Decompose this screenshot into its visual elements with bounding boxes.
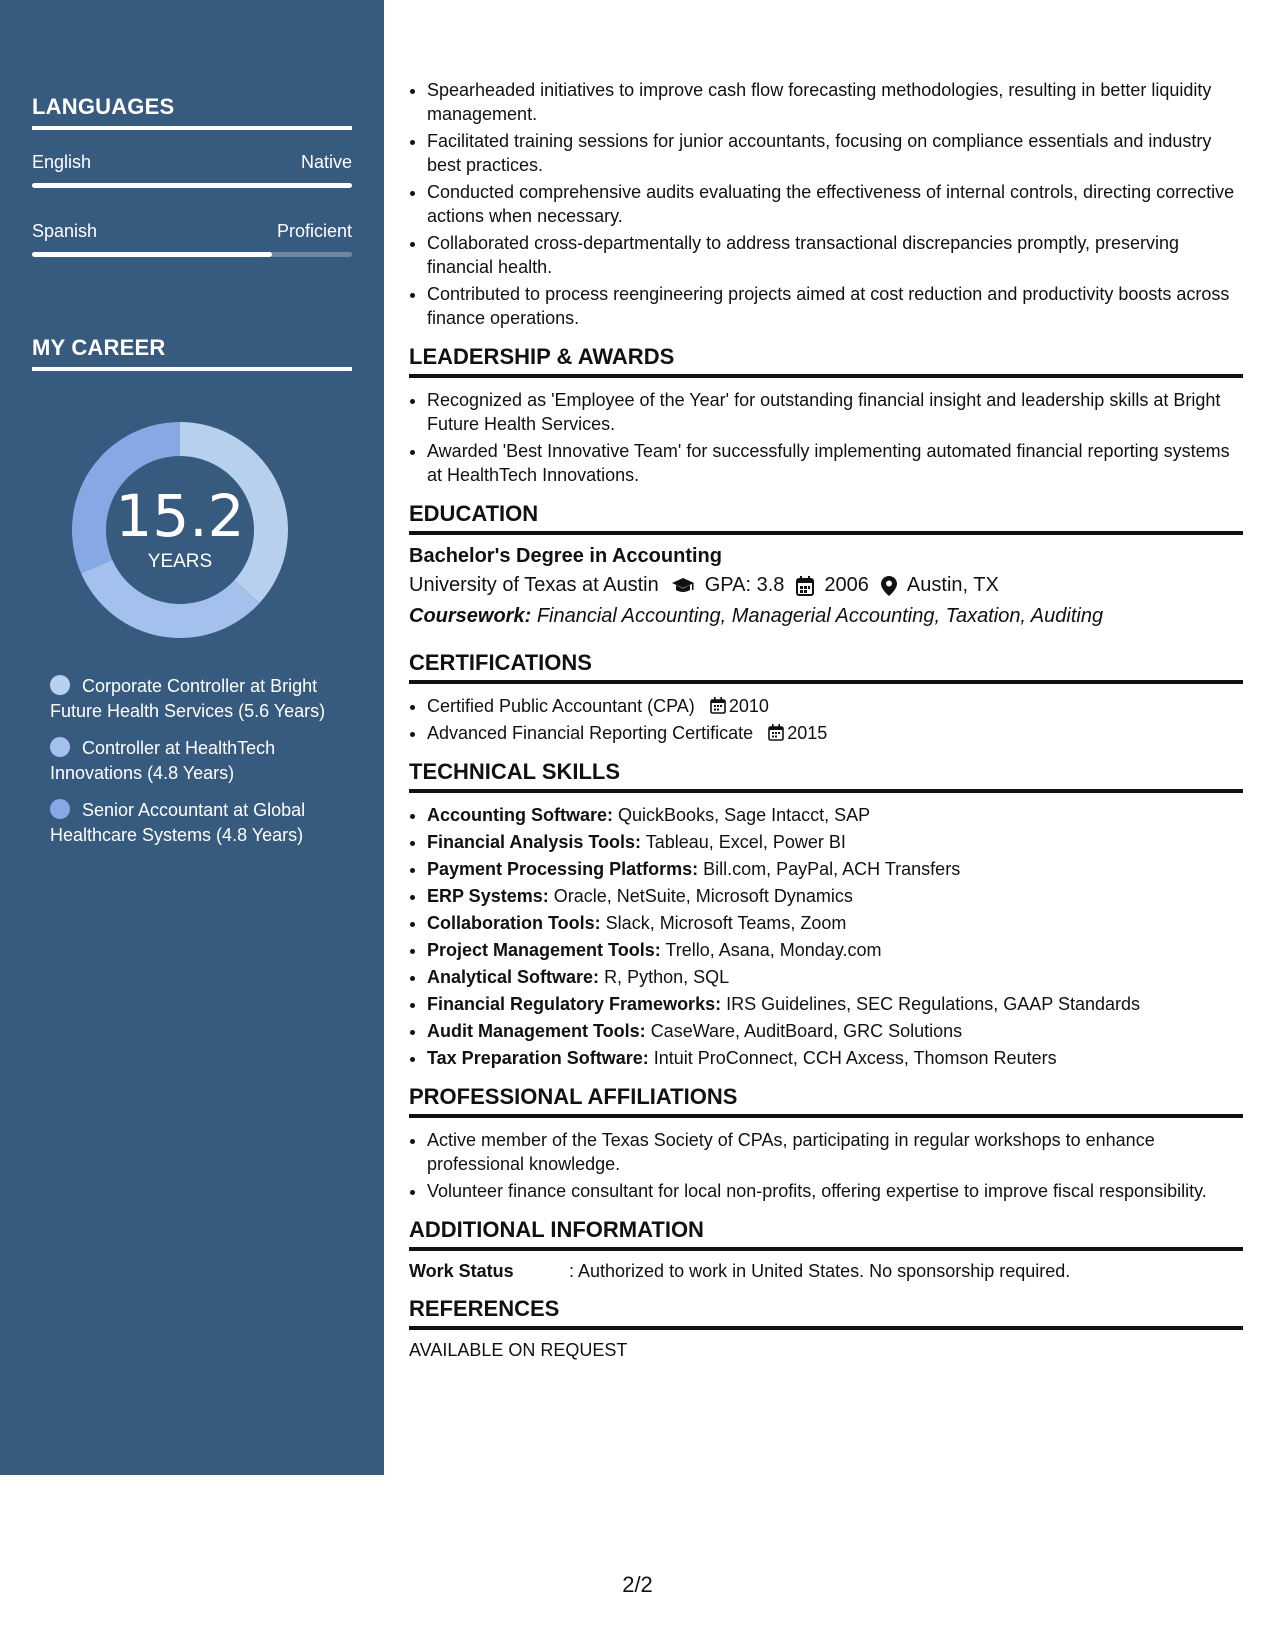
certification-year: 2010 — [728, 696, 769, 716]
skill-category: Audit Management Tools: — [427, 1021, 646, 1041]
language-level: Proficient — [276, 221, 352, 241]
languages-title: LANGUAGES — [32, 94, 352, 130]
affiliations-title: PROFESSIONAL AFFILIATIONS — [409, 1084, 1243, 1118]
list-item: • Conducted comprehensive audits evaluating the effectiveness of internal controls, directing corrective actions when necessary. — [427, 180, 1243, 228]
skill-category: Financial Analysis Tools: — [427, 832, 642, 852]
calendar-icon — [710, 697, 726, 714]
calendar-icon — [796, 576, 814, 596]
language-bar-fill — [32, 252, 272, 257]
education-location: Austin, TX — [906, 574, 999, 596]
work-status-row — [409, 1261, 1243, 1282]
list-item: • Recognized as 'Employee of the Year' for outstanding financial insight and leadership skills at Bright Future Health Services. — [427, 388, 1243, 436]
donut-center — [66, 416, 294, 644]
skill-category: Collaboration Tools: — [427, 913, 601, 933]
career-donut-chart — [66, 416, 294, 644]
list-item: • Spearheaded initiatives to improve cash flow forecasting methodologies, resulting in better liquidity management. — [427, 78, 1243, 126]
skill-value: QuickBooks, Sage Intacct, SAP — [618, 805, 871, 825]
skill-value: Trello, Asana, Monday.com — [665, 940, 882, 960]
sidebar — [0, 0, 384, 1475]
education-details — [409, 574, 1243, 597]
education-coursework — [409, 605, 1243, 628]
career-total-unit: YEARS — [147, 551, 213, 572]
skill-category: Analytical Software: — [427, 967, 600, 987]
experience-bullet-list — [409, 78, 1243, 330]
certification-year: 2015 — [787, 723, 828, 743]
language-bar-fill — [32, 183, 352, 188]
list-item — [427, 938, 1243, 962]
skill-category: Financial Regulatory Frameworks: — [427, 994, 722, 1014]
language-row-spanish — [32, 221, 352, 242]
legend-dot-icon — [50, 737, 70, 757]
list-item: • Volunteer finance consultant for local non-profits, offering expertise to improve fiscal responsibility. — [427, 1179, 1243, 1203]
language-row-english — [32, 152, 352, 173]
language-name: English — [32, 152, 92, 172]
skill-value: IRS Guidelines, SEC Regulations, GAAP Standards — [726, 994, 1140, 1014]
career-legend-item — [50, 736, 330, 786]
list-item — [427, 830, 1243, 854]
language-name: Spanish — [32, 221, 98, 241]
skill-category: ERP Systems: — [427, 886, 549, 906]
education-year: 2006 — [824, 574, 869, 596]
education-title: EDUCATION — [409, 501, 1243, 535]
career-title: MY CAREER — [32, 335, 352, 371]
calendar-icon — [768, 724, 784, 741]
list-item — [427, 803, 1243, 827]
education-gpa: GPA: 3.8 — [704, 574, 785, 596]
career-legend-label: Controller at HealthTech Innovations (4.8 Years) — [50, 738, 276, 783]
skill-category: Project Management Tools: — [427, 940, 661, 960]
skill-value: Bill.com, PayPal, ACH Transfers — [703, 859, 961, 879]
career-total-years: 15.2 — [115, 482, 245, 550]
list-item — [427, 884, 1243, 908]
additional-info-title: ADDITIONAL INFORMATION — [409, 1217, 1243, 1251]
graduation-cap-icon — [671, 577, 695, 595]
list-item: • Active member of the Texas Society of CPAs, participating in regular workshops to enhance professional knowledge. — [427, 1128, 1243, 1176]
references-title: REFERENCES — [409, 1296, 1243, 1330]
list-item: • Collaborated cross-departmentally to address transactional discrepancies promptly, preserving financial health. — [427, 231, 1243, 279]
list-item — [427, 965, 1243, 989]
skills-list — [409, 803, 1243, 1070]
coursework-label: Coursework: — [409, 605, 532, 627]
list-item: • Awarded 'Best Innovative Team' for successfully implementing automated financial reporting systems at HealthTech Innovations. — [427, 439, 1243, 487]
list-item — [427, 694, 1243, 718]
list-item: • Contributed to process reengineering projects aimed at cost reduction and productivity boosts across finance operations. — [427, 282, 1243, 330]
certifications-list — [409, 694, 1243, 745]
skill-value: Intuit ProConnect, CCH Axcess, Thomson Reuters — [653, 1048, 1057, 1068]
skill-value: R, Python, SQL — [604, 967, 730, 987]
certification-name: Certified Public Accountant (CPA) — [427, 696, 695, 716]
skill-value: Slack, Microsoft Teams, Zoom — [605, 913, 847, 933]
education-degree: Bachelor's Degree in Accounting — [409, 545, 722, 567]
career-legend-label: Senior Accountant at Global Healthcare Systems (4.8 Years) — [50, 800, 306, 845]
list-item — [427, 992, 1243, 1016]
work-status-value: : Authorized to work in United States. No sponsorship required. — [569, 1261, 1071, 1281]
location-pin-icon — [881, 576, 897, 596]
leadership-list — [409, 388, 1243, 487]
language-bar-spanish — [32, 252, 352, 257]
language-level: Native — [300, 152, 352, 172]
skill-value: Oracle, NetSuite, Microsoft Dynamics — [553, 886, 853, 906]
list-item — [427, 1046, 1243, 1070]
references-text: AVAILABLE ON REQUEST — [409, 1340, 628, 1360]
legend-dot-icon — [50, 799, 70, 819]
list-item — [427, 1019, 1243, 1043]
skill-category: Accounting Software: — [427, 805, 614, 825]
language-bar-english — [32, 183, 352, 188]
list-item: • Facilitated training sessions for junior accountants, focusing on compliance essentials and industry best practices. — [427, 129, 1243, 177]
skill-value: Tableau, Excel, Power BI — [645, 832, 846, 852]
career-legend-item — [50, 674, 330, 724]
affiliations-list — [409, 1128, 1243, 1203]
list-item — [427, 721, 1243, 745]
skill-category: Payment Processing Platforms: — [427, 859, 699, 879]
coursework-list: Financial Accounting, Managerial Accounting, Taxation, Auditing — [536, 605, 1104, 627]
main-content — [409, 78, 1243, 1361]
skills-title: TECHNICAL SKILLS — [409, 759, 1243, 793]
certifications-title: CERTIFICATIONS — [409, 650, 1243, 684]
skill-category: Tax Preparation Software: — [427, 1048, 649, 1068]
page-number: 2/2 — [622, 1572, 653, 1597]
legend-dot-icon — [50, 675, 70, 695]
skill-value: CaseWare, AuditBoard, GRC Solutions — [650, 1021, 963, 1041]
career-legend-label: Corporate Controller at Bright Future Health Services (5.6 Years) — [50, 676, 326, 721]
list-item — [427, 857, 1243, 881]
career-legend-item — [50, 798, 330, 848]
leadership-title: LEADERSHIP & AWARDS — [409, 344, 1243, 378]
certification-name: Advanced Financial Reporting Certificate — [427, 723, 754, 743]
career-legend — [50, 674, 330, 860]
work-status-label: Work Status — [409, 1261, 514, 1281]
list-item — [427, 911, 1243, 935]
education-school: University of Texas at Austin — [409, 574, 659, 596]
